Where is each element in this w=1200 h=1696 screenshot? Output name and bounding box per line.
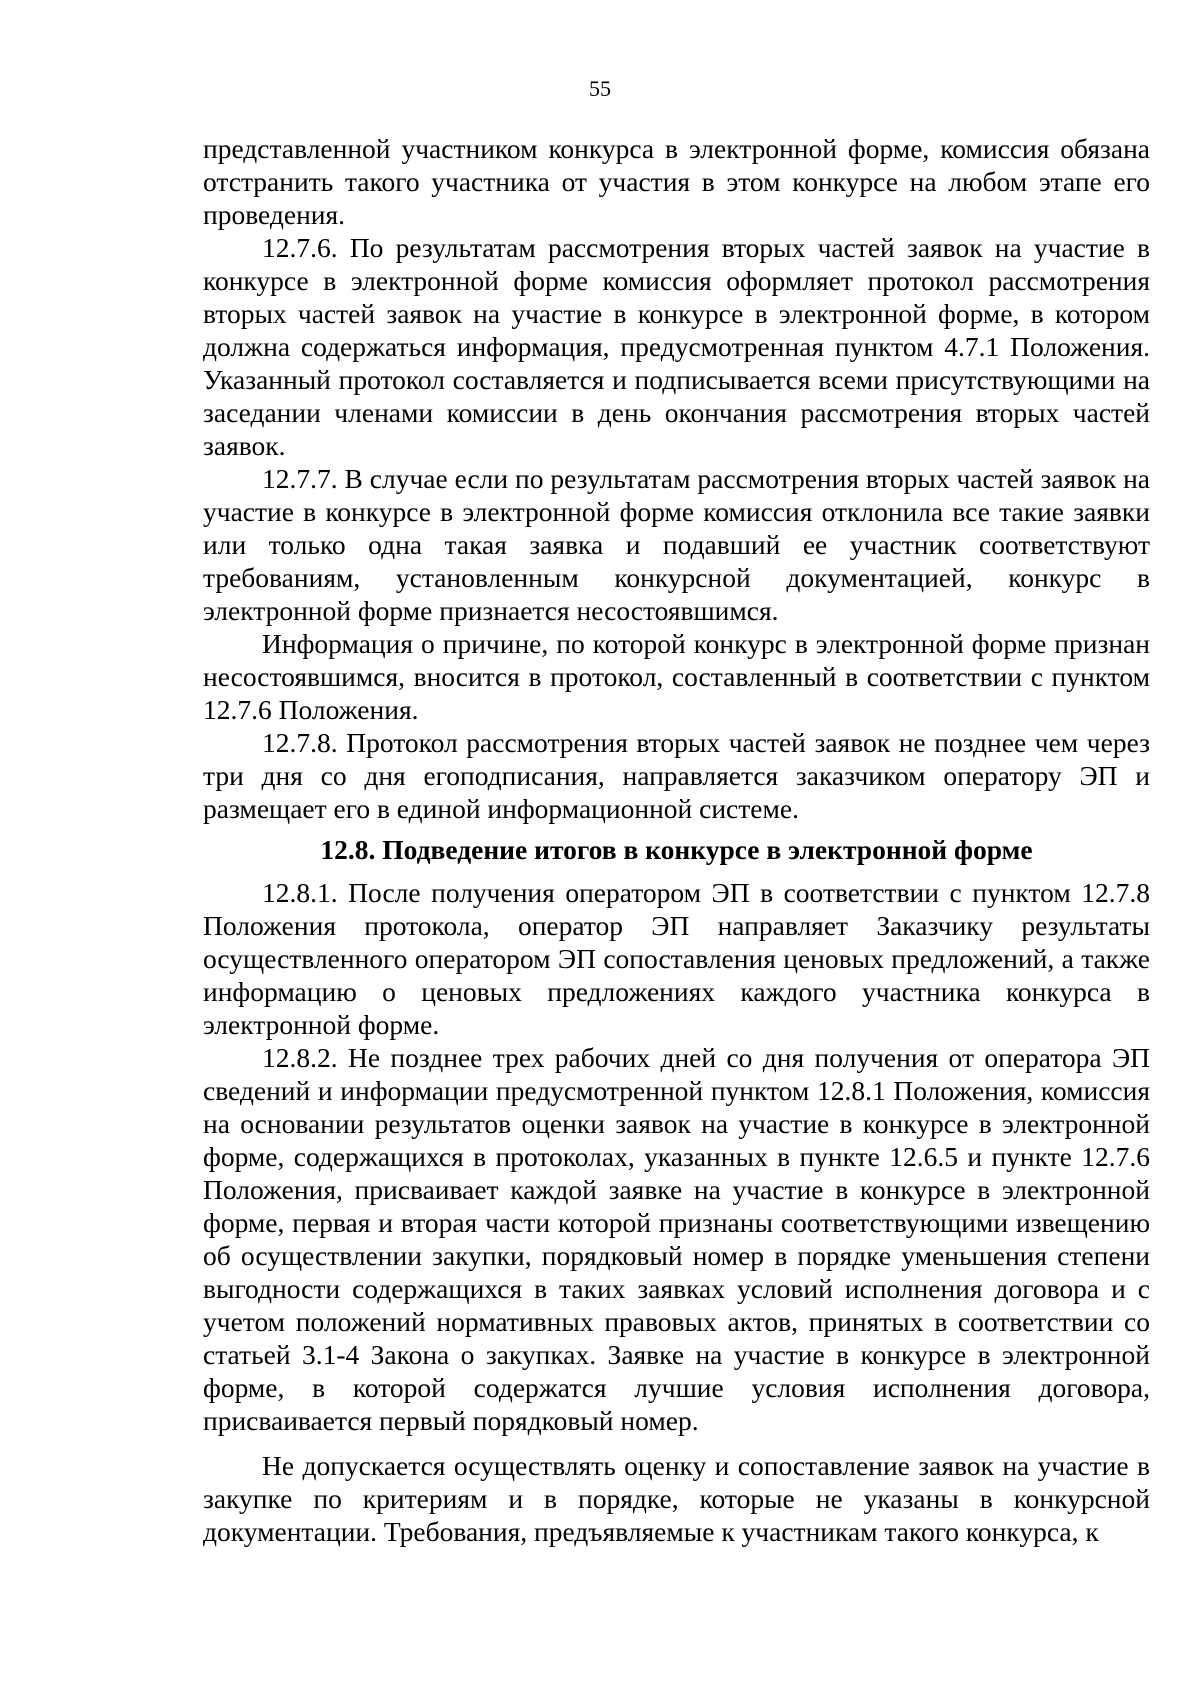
section-heading-12-8: 12.8. Подведение итогов в конкурсе в электронной форме [320,834,1033,865]
document-body [203,132,1150,1548]
paragraph: Информация о причине, по которой конкурс в электронной форме признан несостоявшимся, вносится в протокол, составленный в соответствии с пунктом 12.7.6 Положения. [203,628,1150,725]
paragraph: представленной участником конкурса в электронной форме, комиссия обязана отстранить такого участника от участия в этом конкурсе на любом этапе его проведения. [203,133,1150,230]
paragraph-12-8-1: 12.8.1. После получения оператором ЭП в соответствии с пунктом 12.7.8 Положения протокола, оператор ЭП направляет Заказчику результаты осуществленного оператором ЭП сопоставления ценовых предложений, а также информацию о ценовых предложениях каждого участника конкурса в электронной форме. [203,877,1150,1040]
paragraph-12-7-8: 12.7.8. Протокол рассмотрения вторых частей заявок не позднее чем через три дня со дня егоподписания, направляется заказчиком оператору ЭП и размещает его в единой информационной системе. [203,727,1150,824]
paragraph: Не допускается осуществлять оценку и сопоставление заявок на участие в закупке по критериям и в порядке, которые не указаны в конкурсной документации. Требования, предъявляемые к участникам такого конкурса, к [203,1450,1150,1547]
paragraph-12-7-6: 12.7.6. По результатам рассмотрения вторых частей заявок на участие в конкурсе в электронной форме комиссия оформляет протокол рассмотрения вторых частей заявок на участие в конкурсе в электронной форме, в котором должна содержаться информация, предусмотренная пунктом 4.7.1 Положения. Указанный протокол составляется и подписывается всеми присутствующими на заседании членами комиссии в день окончания рассмотрения вторых частей заявок. [203,232,1150,461]
paragraph-12-8-2: 12.8.2. Не позднее трех рабочих дней со дня получения от оператора ЭП сведений и информации предусмотренной пунктом 12.8.1 Положения, комиссия на основании результатов оценки заявок на участие в конкурсе в электронной форме, содержащихся в протоколах, указанных в пункте 12.6.5 и пункте 12.7.6 Положения, присваивает каждой заявке на участие в конкурсе в электронной форме, первая и вторая части которой признаны соответствующими извещению об осуществлении закупки, порядковый номер в порядке уменьшения степени выгодности содержащихся в таких заявках условий исполнения договора и с учетом положений нормативных правовых актов, принятых в соответствии со статьей 3.1-4 Закона о закупках. Заявке на участие в конкурсе в электронной форме, в которой содержатся лучшие условия исполнения договора, присваивается первый порядковый номер. [203,1042,1150,1436]
page-number: 55 [589,76,611,101]
paragraph-12-7-7: 12.7.7. В случае если по результатам рассмотрения вторых частей заявок на участие в конкурсе в электронной форме комиссия отклонила все такие заявки или только одна такая заявка и подавший ее участник соответствуют требованиям, установленным конкурсной документацией, конкурс в электронной форме признается несостоявшимся. [203,463,1150,626]
